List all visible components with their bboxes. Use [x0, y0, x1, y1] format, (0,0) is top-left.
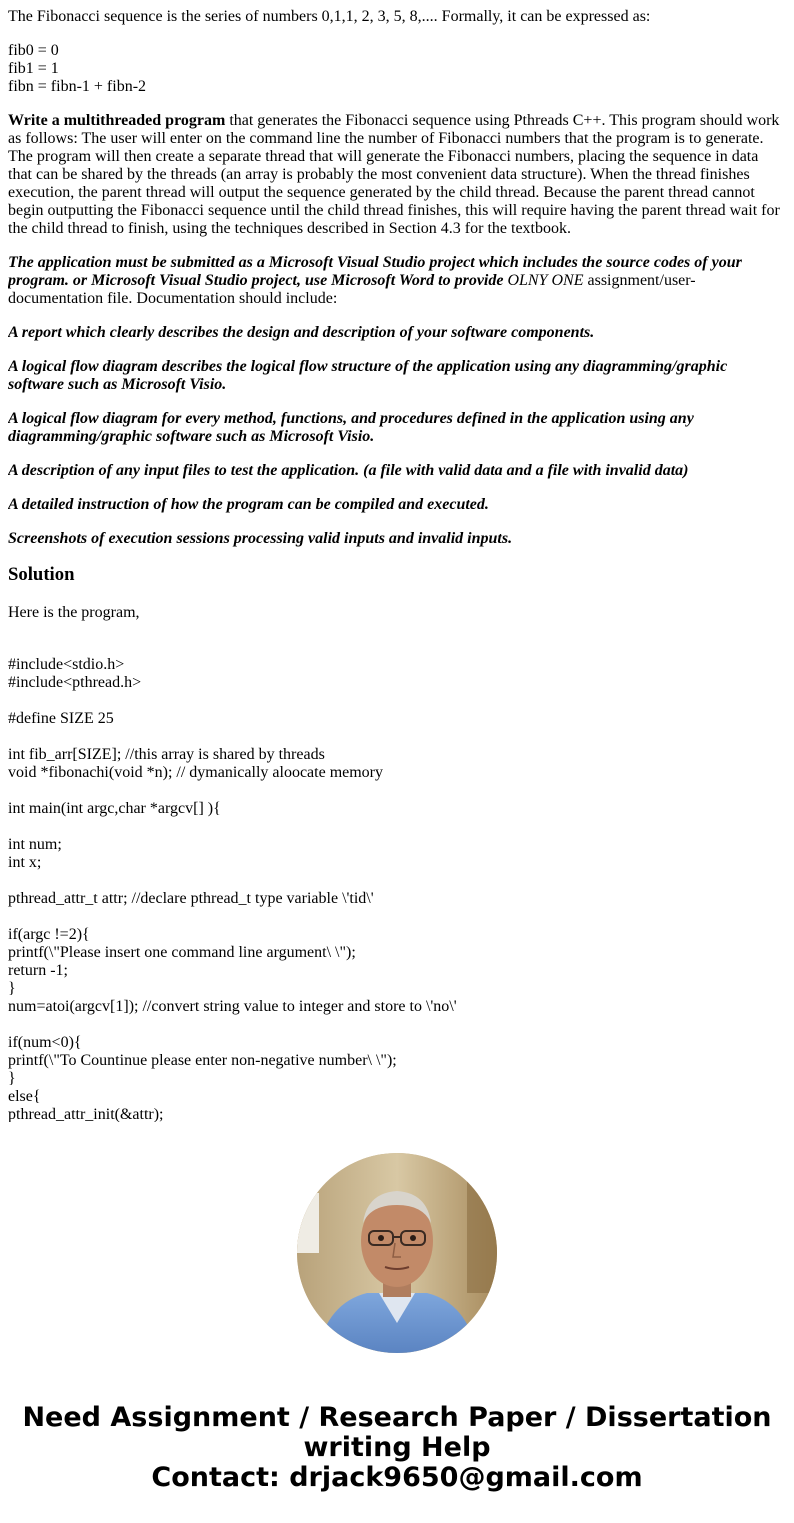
code-line: [8, 872, 784, 890]
requirement-item: A logical flow diagram for every method, functions, and procedures defined in the application using any diagramming/graphic software such as Microsoft Visio.: [8, 410, 694, 445]
code-line: int fib_arr[SIZE]; //this array is shared by threads: [8, 746, 325, 763]
code-line: [8, 1016, 784, 1034]
requirement-item: A report which clearly describes the design and description of your software components.: [8, 324, 595, 341]
submission-paragraph: [8, 254, 784, 308]
code-line: pthread_attr_t attr; //declare pthread_t type variable \'tid\': [8, 890, 374, 907]
code-line: printf(\"Please insert one command line argument\ \");: [8, 944, 356, 961]
code-line: int main(int argc,char *argcv[] ){: [8, 800, 221, 817]
code-line: int num;: [8, 836, 62, 853]
avatar: [297, 1153, 497, 1353]
submission-text: assignment/user-documentation file. Documentation should include:: [8, 272, 696, 307]
code-line: return -1;: [8, 962, 68, 979]
document-content: [8, 8, 784, 1122]
code-line: void *fibonachi(void *n); // dymanically aloocate memory: [8, 764, 384, 781]
task-paragraph: [8, 112, 784, 238]
code-line: [8, 818, 784, 836]
code-line: #include<stdio.h>: [8, 656, 125, 673]
code-line: [8, 692, 784, 710]
formula-line: fib1 = 1: [8, 60, 59, 77]
solution-heading: Solution: [8, 564, 75, 585]
code-line: }: [8, 1070, 16, 1087]
formula-line: fibn = fibn-1 + fibn-2: [8, 78, 147, 95]
code-line: if(num<0){: [8, 1034, 82, 1051]
banner-contact: Contact: drjack9650@gmail.com: [151, 1462, 643, 1493]
question-intro: The Fibonacci sequence is the series of numbers 0,1,1, 2, 3, 5, 8,.... Formally, it can be expressed as:: [8, 8, 651, 25]
contact-banner: [0, 1403, 794, 1493]
task-bold-lead: Write a multithreaded program: [8, 112, 226, 129]
formula-line: fib0 = 0: [8, 42, 59, 59]
banner-line: writing Help: [303, 1432, 491, 1463]
task-text: that generates the Fibonacci sequence using Pthreads C++. This program should work as follows: The user will enter on the command line the number of Fibonacci numbers that the program is to generate. The program will then create a separate thread that will generate the Fibonacci numbers, placing the sequence in data that can be shared by the threads (an array is probably the most convenient data structure). When the thread finishes execution, the parent thread will output the sequence generated by the child thread. Because the parent thread cannot begin outputting the Fibonacci sequence until the child thread finishes, this will require having the parent thread wait for the child thread to finish, using the techniques described in Section 4.3 for the textbook.: [8, 112, 780, 237]
code-block: [8, 638, 784, 1122]
code-line: [8, 908, 784, 926]
code-line: else{: [8, 1088, 41, 1105]
banner-line: Need Assignment / Research Paper / Dissertation: [22, 1402, 772, 1433]
code-line: [8, 782, 784, 800]
requirement-item: A description of any input files to test the application. (a file with valid data and a file with invalid data): [8, 462, 689, 479]
code-line: printf(\"To Countinue please enter non-negative number\ \");: [8, 1052, 397, 1069]
code-line: #include<pthread.h>: [8, 674, 142, 691]
code-line: [8, 728, 784, 746]
solution-intro: Here is the program,: [8, 604, 140, 621]
code-line: if(argc !=2){: [8, 926, 90, 943]
code-line: pthread_attr_init(&attr);: [8, 1106, 164, 1122]
code-line: [8, 638, 784, 656]
code-line: #define SIZE 25: [8, 710, 114, 727]
code-line: int x;: [8, 854, 42, 871]
requirement-item: Screenshots of execution sessions processing valid inputs and invalid inputs.: [8, 530, 513, 547]
author-photo: [297, 1153, 497, 1353]
fibonacci-formulas: [8, 42, 784, 96]
code-line: num=atoi(argcv[1]); //convert string value to integer and store to \'no\': [8, 998, 457, 1015]
submission-italic: OLNY ONE: [507, 272, 584, 289]
requirement-item: A logical flow diagram describes the logical flow structure of the application using any diagramming/graphic software such as Microsoft Visio.: [8, 358, 728, 393]
requirement-item: A detailed instruction of how the program can be compiled and executed.: [8, 496, 489, 513]
code-line: }: [8, 980, 16, 997]
submission-bold-italic: The application must be submitted as a Microsoft Visual Studio project which includes the source codes of your program. or Microsoft Visual Studio project, use Microsoft Word to provide: [8, 254, 742, 289]
